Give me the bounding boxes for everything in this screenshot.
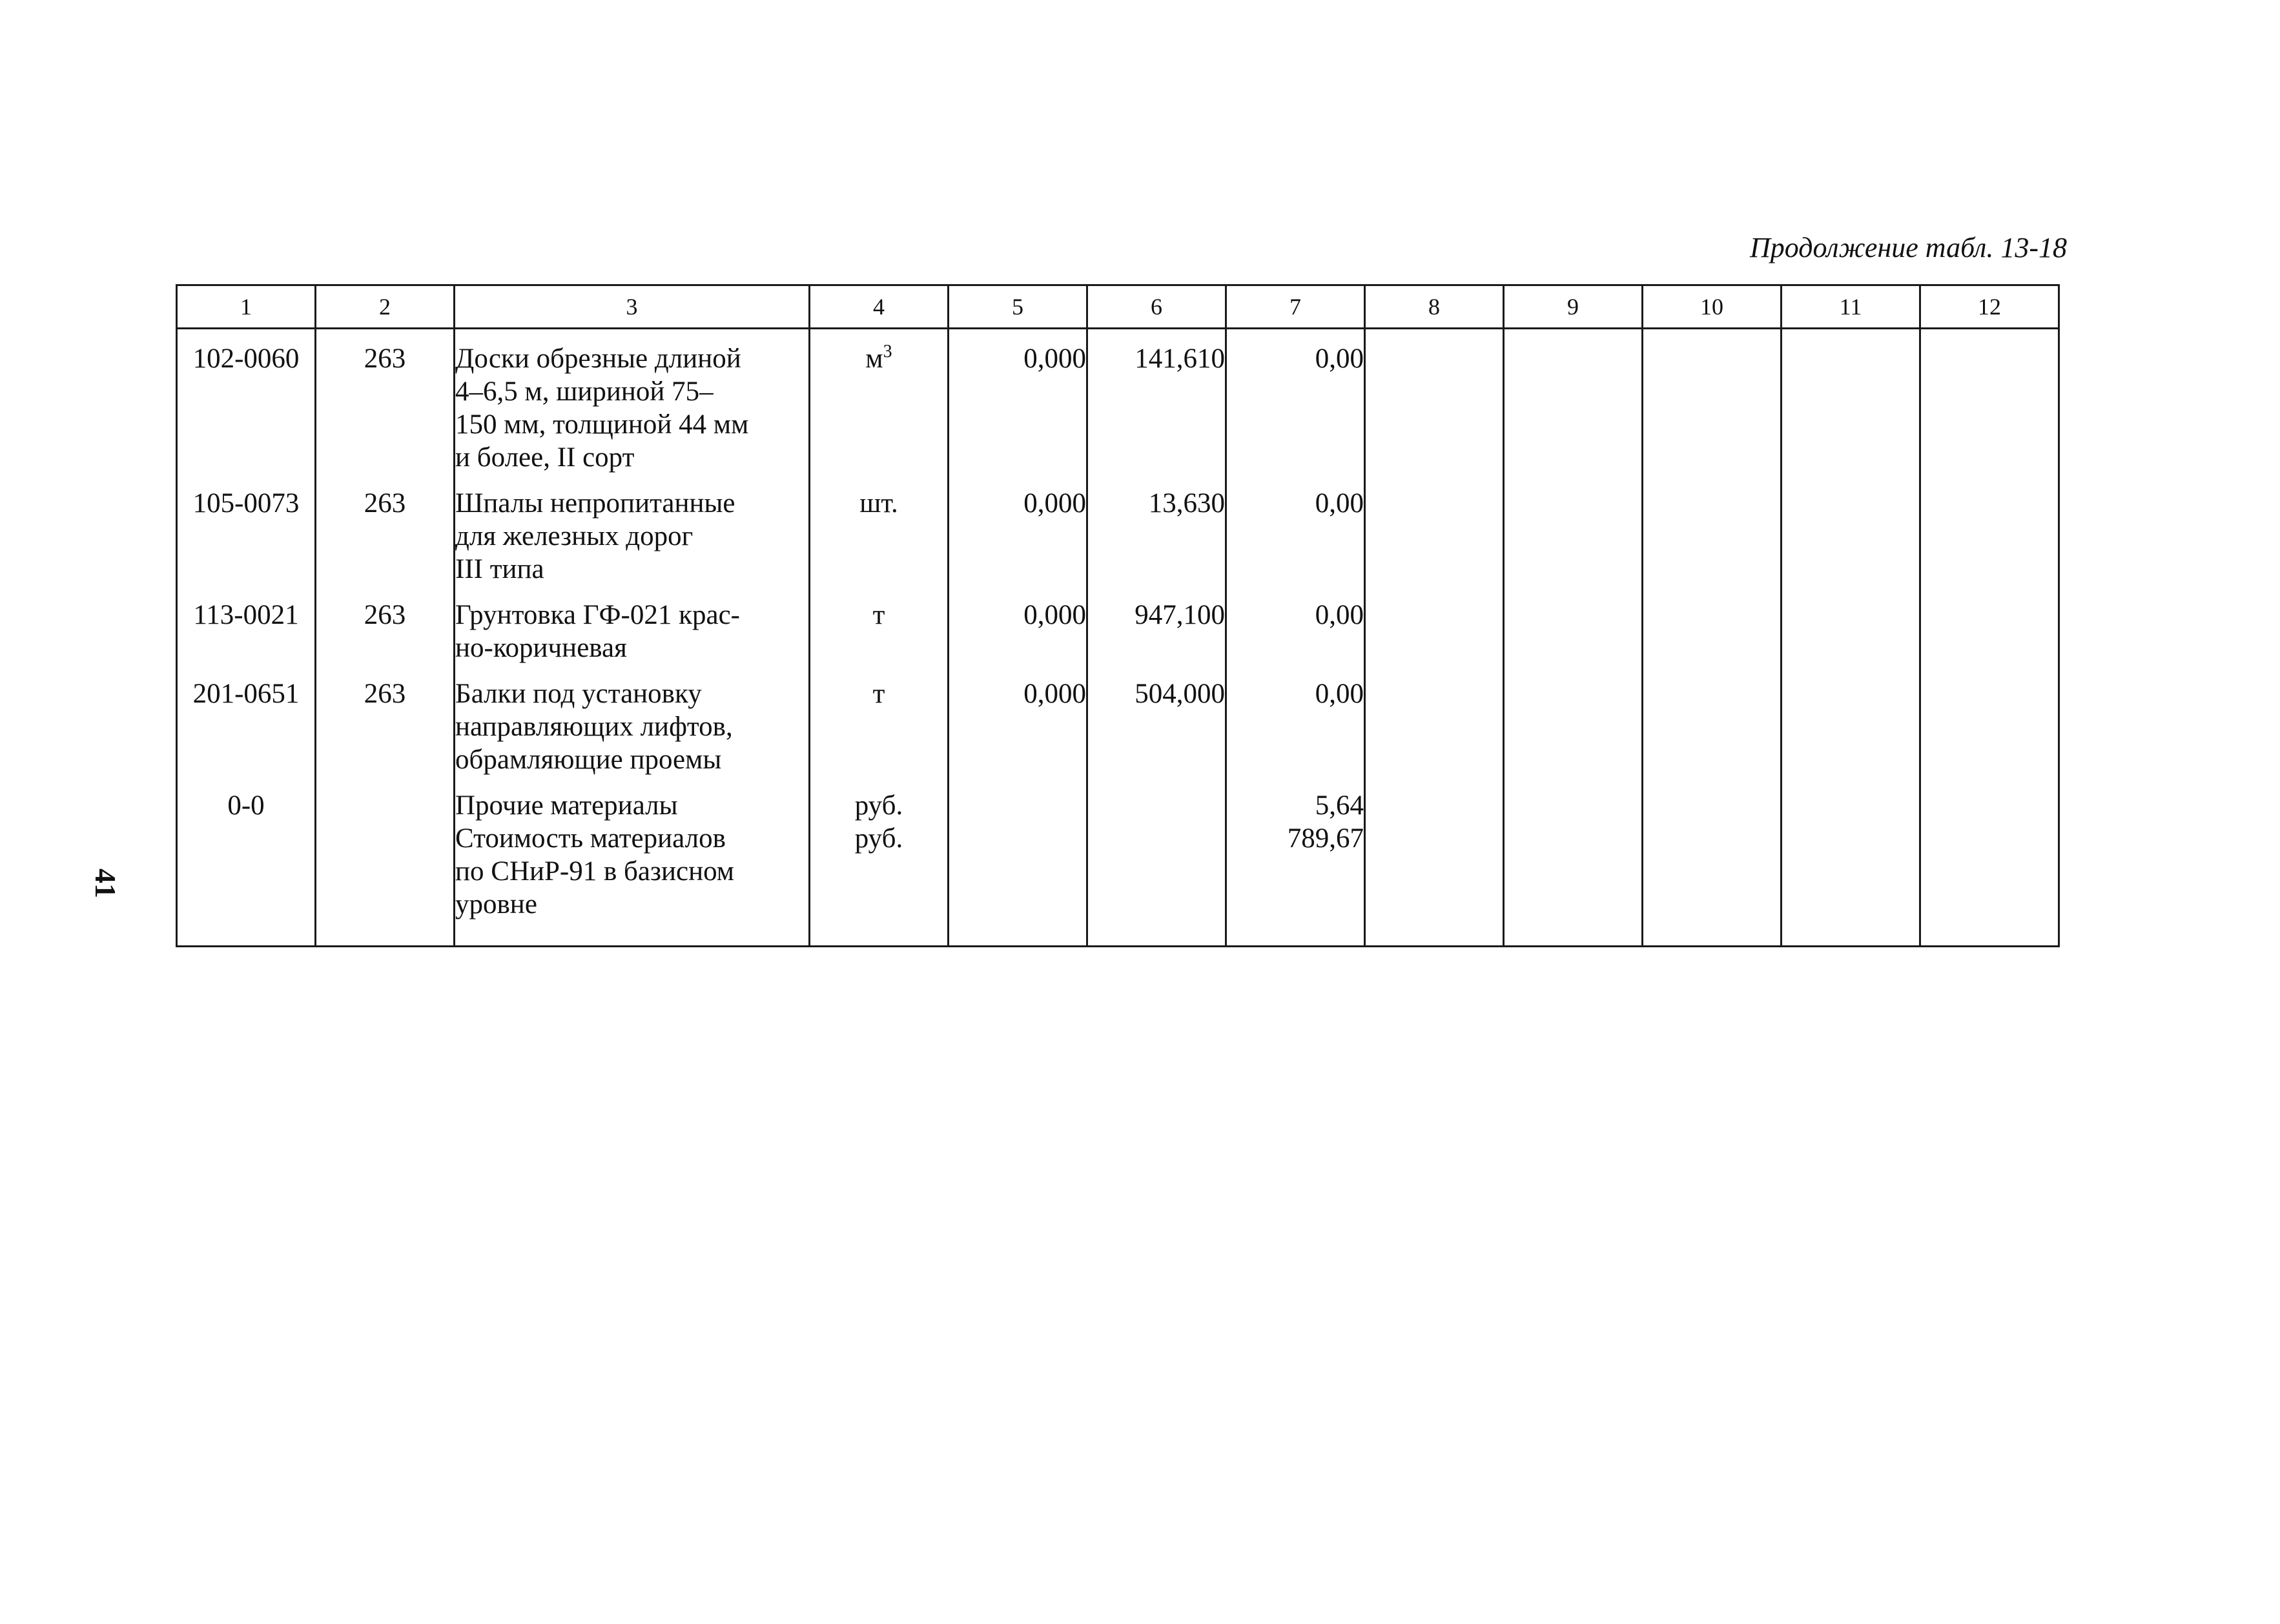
column-6-value: 504,000 bbox=[1135, 679, 1225, 709]
unit-cell bbox=[810, 474, 949, 586]
column-8-cell bbox=[1365, 586, 1504, 664]
column-12-cell bbox=[1920, 586, 2059, 664]
column-header-12: 12 bbox=[1920, 285, 2059, 329]
column-6-cell bbox=[1087, 776, 1226, 947]
material-name-line: Стоимость материалов bbox=[455, 823, 726, 854]
column-header-8: 8 bbox=[1365, 285, 1504, 329]
column-5-cell bbox=[949, 776, 1087, 947]
material-name-line: Балки под установку bbox=[455, 679, 702, 709]
unit-cell bbox=[810, 776, 949, 947]
material-name-line: для железных дорог bbox=[455, 521, 693, 551]
material-name-line: но-коричневая bbox=[455, 633, 627, 663]
material-code: 113-0021 bbox=[193, 600, 299, 630]
column-header-5: 5 bbox=[949, 285, 1087, 329]
material-name-line: Грунтовка ГФ-021 крас- bbox=[455, 600, 740, 630]
column-7-value: 0,00 bbox=[1315, 344, 1364, 374]
column-7-value: 0,00 bbox=[1315, 488, 1364, 519]
column-6-cell bbox=[1087, 586, 1226, 664]
column-6-value: 141,610 bbox=[1135, 344, 1225, 374]
material-code: 201-0651 bbox=[192, 679, 300, 709]
column-5-cell bbox=[949, 474, 1087, 586]
column-6-cell bbox=[1087, 329, 1226, 475]
material-name-cell bbox=[455, 664, 810, 776]
column-7-cell bbox=[1226, 776, 1365, 947]
column-5-value: 0,000 bbox=[1023, 488, 1086, 519]
column-10-cell bbox=[1643, 474, 1782, 586]
column-10-cell bbox=[1643, 664, 1782, 776]
table-body bbox=[177, 329, 2059, 947]
column-header-4: 4 bbox=[810, 285, 949, 329]
unit-line: руб. bbox=[854, 823, 903, 854]
column-5-cell bbox=[949, 586, 1087, 664]
material-code: 0-0 bbox=[227, 790, 265, 821]
resource-number: 263 bbox=[364, 679, 406, 709]
resource-number-cell bbox=[316, 474, 455, 586]
resource-number-cell bbox=[316, 664, 455, 776]
material-name-line: III типа bbox=[455, 554, 544, 584]
column-11-cell bbox=[1782, 664, 1920, 776]
table-row bbox=[177, 586, 2059, 664]
column-9-cell bbox=[1504, 586, 1643, 664]
material-code-cell bbox=[177, 776, 316, 947]
column-11-cell bbox=[1782, 329, 1920, 475]
column-12-cell bbox=[1920, 776, 2059, 947]
unit-cell bbox=[810, 664, 949, 776]
unit-cell bbox=[810, 329, 949, 475]
unit-line: т bbox=[872, 679, 885, 709]
column-9-cell bbox=[1504, 776, 1643, 947]
page-number: 41 bbox=[89, 869, 122, 898]
table-continuation-caption: Продолжение табл. 13-18 bbox=[1750, 232, 2067, 263]
material-name-line: Шпалы непропитанные bbox=[455, 488, 735, 519]
table-row bbox=[177, 329, 2059, 475]
material-name-line: направляющих лифтов, bbox=[455, 712, 733, 742]
unit-base: м bbox=[865, 344, 883, 374]
column-5-cell bbox=[949, 664, 1087, 776]
column-7-value: 789,67 bbox=[1287, 823, 1364, 854]
column-10-cell bbox=[1643, 586, 1782, 664]
material-code: 102-0060 bbox=[192, 344, 300, 374]
column-header-11: 11 bbox=[1782, 285, 1920, 329]
material-name-line: Доски обрезные длиной bbox=[455, 344, 741, 374]
column-6-value: 13,630 bbox=[1148, 488, 1225, 519]
column-5-value: 0,000 bbox=[1023, 344, 1086, 374]
column-12-cell bbox=[1920, 329, 2059, 475]
column-8-cell bbox=[1365, 474, 1504, 586]
table-header-row bbox=[177, 285, 2059, 329]
material-name-line: и более, II сорт bbox=[455, 442, 635, 473]
column-header-2: 2 bbox=[316, 285, 455, 329]
column-10-cell bbox=[1643, 776, 1782, 947]
resource-number-cell bbox=[316, 776, 455, 947]
column-header-9: 9 bbox=[1504, 285, 1643, 329]
column-10-cell bbox=[1643, 329, 1782, 475]
column-7-value: 0,00 bbox=[1315, 679, 1364, 709]
column-header-10: 10 bbox=[1643, 285, 1782, 329]
resource-number: 263 bbox=[364, 344, 406, 374]
table-row bbox=[177, 474, 2059, 586]
table-row bbox=[177, 664, 2059, 776]
material-name-cell bbox=[455, 329, 810, 475]
material-name-line: 150 мм, толщиной 44 мм bbox=[455, 409, 749, 440]
material-code-cell bbox=[177, 664, 316, 776]
column-header-7: 7 bbox=[1226, 285, 1365, 329]
column-7-cell bbox=[1226, 664, 1365, 776]
material-code-cell bbox=[177, 474, 316, 586]
column-8-cell bbox=[1365, 329, 1504, 475]
material-name-cell bbox=[455, 586, 810, 664]
column-6-cell bbox=[1087, 664, 1226, 776]
unit-line: т bbox=[872, 600, 885, 630]
resource-number-cell bbox=[316, 329, 455, 475]
column-header-6: 6 bbox=[1087, 285, 1226, 329]
column-11-cell bbox=[1782, 586, 1920, 664]
material-name-line: обрамляющие проемы bbox=[455, 745, 722, 775]
column-9-cell bbox=[1504, 474, 1643, 586]
column-7-cell bbox=[1226, 474, 1365, 586]
column-11-cell bbox=[1782, 776, 1920, 947]
column-8-cell bbox=[1365, 664, 1504, 776]
column-12-cell bbox=[1920, 664, 2059, 776]
column-11-cell bbox=[1782, 474, 1920, 586]
column-5-value: 0,000 bbox=[1023, 679, 1086, 709]
resource-number-cell bbox=[316, 586, 455, 664]
material-code: 105-0073 bbox=[192, 488, 300, 519]
column-9-cell bbox=[1504, 664, 1643, 776]
resource-number: 263 bbox=[364, 488, 406, 519]
material-name-line: Прочие материалы bbox=[455, 790, 678, 821]
material-name-line: 4–6,5 м, шириной 75– bbox=[455, 376, 714, 407]
column-8-cell bbox=[1365, 776, 1504, 947]
material-name-line: уровне bbox=[455, 889, 537, 920]
material-name-cell bbox=[455, 776, 810, 947]
column-6-cell bbox=[1087, 474, 1226, 586]
column-header-1: 1 bbox=[177, 285, 316, 329]
material-name-line: по СНиР-91 в базисном bbox=[455, 856, 734, 887]
column-9-cell bbox=[1504, 329, 1643, 475]
table-row bbox=[177, 776, 2059, 947]
materials-table bbox=[176, 284, 2060, 947]
column-5-cell bbox=[949, 329, 1087, 475]
material-code-cell bbox=[177, 586, 316, 664]
unit-line: шт. bbox=[859, 488, 898, 519]
column-7-cell bbox=[1226, 329, 1365, 475]
unit-superscript: 3 bbox=[883, 342, 892, 362]
unit-line: руб. bbox=[854, 790, 903, 821]
column-12-cell bbox=[1920, 474, 2059, 586]
column-header-3: 3 bbox=[455, 285, 810, 329]
material-name-cell bbox=[455, 474, 810, 586]
unit-cell bbox=[810, 586, 949, 664]
column-5-value: 0,000 bbox=[1023, 600, 1086, 630]
column-7-value: 5,64 bbox=[1315, 790, 1364, 821]
material-code-cell bbox=[177, 329, 316, 475]
unit-line bbox=[810, 342, 947, 375]
column-7-value: 0,00 bbox=[1315, 600, 1364, 630]
column-7-cell bbox=[1226, 586, 1365, 664]
resource-number: 263 bbox=[364, 600, 406, 630]
column-6-value: 947,100 bbox=[1135, 600, 1225, 630]
